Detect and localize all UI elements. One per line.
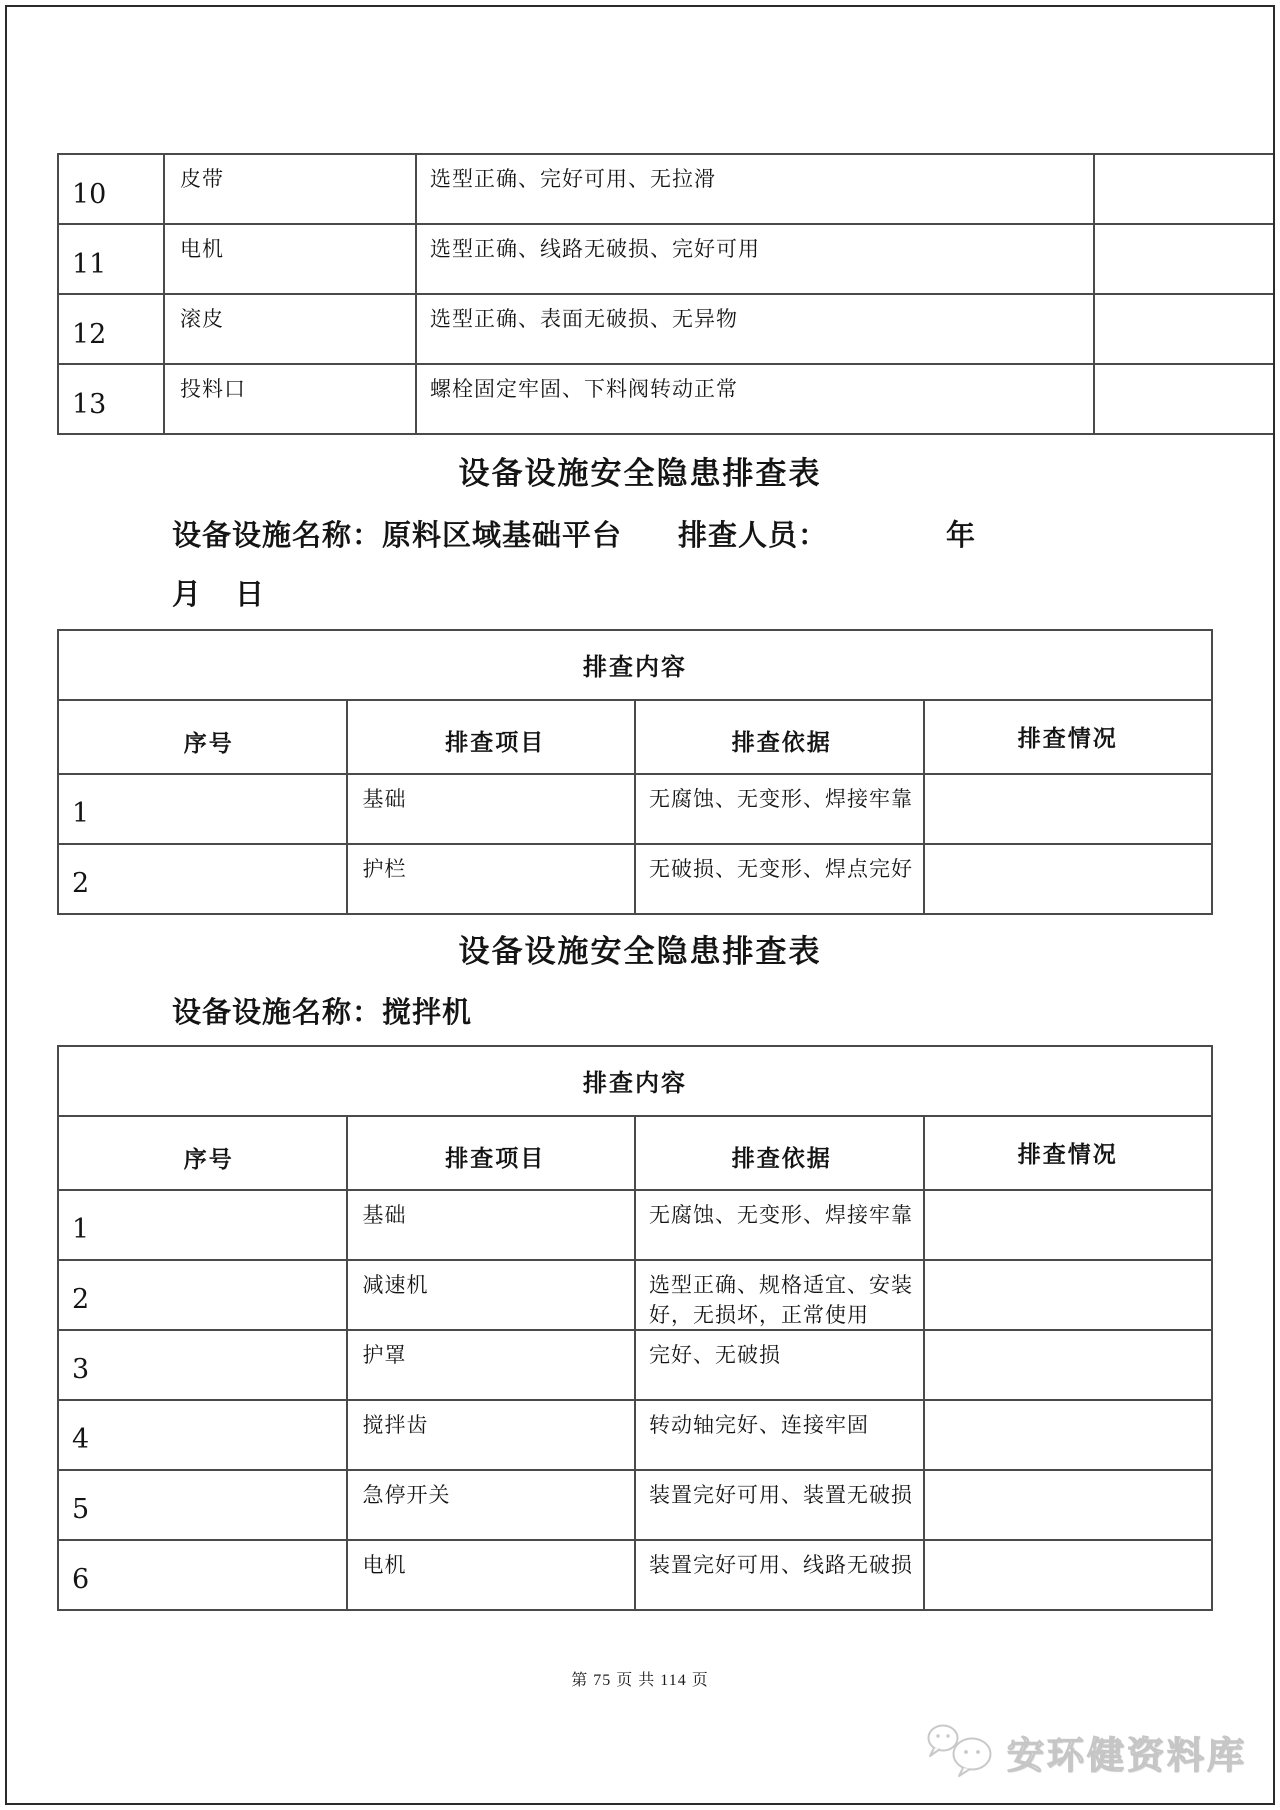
equipment-checklist-table-continued (57, 153, 1275, 435)
column-header-row (58, 1116, 1212, 1190)
inspect-status-cell (1094, 224, 1275, 294)
row-number: 11 (58, 224, 164, 294)
inspect-basis: 完好、无破损 (635, 1330, 924, 1400)
row-number: 5 (58, 1470, 347, 1540)
inspect-basis: 选型正确、表面无破损、无异物 (416, 294, 1094, 364)
inspect-status-cell (924, 1260, 1213, 1330)
inspect-basis: 无破损、无变形、焊点完好 (635, 844, 924, 914)
inspect-basis: 转动轴完好、连接牢固 (635, 1400, 924, 1470)
inspect-status-cell (924, 1190, 1213, 1260)
inspect-item: 护罩 (347, 1330, 636, 1400)
content-header: 排查内容 (58, 1046, 1212, 1116)
inspect-status-cell (924, 1400, 1213, 1470)
inspector-label: 排查人员： (678, 520, 829, 553)
inspect-basis: 选型正确、线路无破损、完好可用 (416, 224, 1094, 294)
row-number: 1 (58, 774, 347, 844)
column-header-row (58, 700, 1212, 774)
table-row (58, 1400, 1212, 1470)
inspect-item: 搅拌齿 (347, 1400, 636, 1470)
inspect-status-cell (1094, 364, 1275, 434)
row-number: 1 (58, 1190, 347, 1260)
content-header: 排查内容 (58, 630, 1212, 700)
inspect-item: 减速机 (347, 1260, 636, 1330)
column-header-no: 序号 (58, 1116, 347, 1190)
table-row (58, 1470, 1212, 1540)
table-row (58, 154, 1275, 224)
table-row (58, 1540, 1212, 1610)
inspect-status-cell (924, 1330, 1213, 1400)
column-header-item: 排查项目 (347, 1116, 636, 1190)
row-number: 2 (58, 844, 347, 914)
row-number: 13 (58, 364, 164, 434)
inspect-item: 皮带 (164, 154, 416, 224)
table-row (58, 294, 1275, 364)
table-header-row (58, 1046, 1212, 1116)
inspect-status-cell (924, 774, 1213, 844)
inspect-item: 护栏 (347, 844, 636, 914)
inspect-status-cell (924, 1540, 1213, 1610)
equipment-checklist-table-platform (57, 629, 1213, 915)
chat-bubbles-icon (923, 1720, 999, 1783)
table-row (58, 774, 1212, 844)
inspect-item: 电机 (347, 1540, 636, 1610)
inspect-item: 投料口 (164, 364, 416, 434)
inspect-item: 电机 (164, 224, 416, 294)
device-info-line (172, 519, 1273, 554)
inspect-basis: 螺栓固定牢固、下料阀转动正常 (416, 364, 1094, 434)
row-number: 12 (58, 294, 164, 364)
watermark (923, 1720, 1247, 1783)
table-row (58, 1330, 1212, 1400)
document-title: 设备设施安全隐患排查表 (458, 456, 822, 491)
column-header-basis: 排查依据 (635, 700, 924, 774)
inspect-status-cell (1094, 154, 1275, 224)
row-number: 10 (58, 154, 164, 224)
device-info-line (172, 996, 1273, 1031)
column-header-item: 排查项目 (347, 700, 636, 774)
row-number: 2 (58, 1260, 347, 1330)
watermark-text: 安环健资料库 (1007, 1735, 1247, 1777)
page-number: 第 75 页 共 114 页 (571, 1671, 709, 1689)
row-number: 6 (58, 1540, 347, 1610)
inspect-status-cell (924, 844, 1213, 914)
inspect-basis: 无腐蚀、无变形、焊接牢靠 (635, 774, 924, 844)
page-border-frame (5, 5, 1275, 1805)
row-number: 4 (58, 1400, 347, 1470)
equipment-checklist-table-mixer (57, 1045, 1213, 1611)
table-row (58, 1260, 1212, 1330)
inspect-item: 滚皮 (164, 294, 416, 364)
table-row (58, 364, 1275, 434)
date-line (172, 578, 1273, 613)
table-row (58, 1190, 1212, 1260)
year-label: 年 (946, 520, 977, 553)
column-header-no: 序号 (58, 700, 347, 774)
column-header-status: 排查情况 (924, 1116, 1213, 1190)
inspect-basis: 选型正确、完好可用、无拉滑 (416, 154, 1094, 224)
inspect-item: 基础 (347, 774, 636, 844)
inspect-basis: 装置完好可用、线路无破损 (635, 1540, 924, 1610)
day-label: 日 (235, 578, 265, 611)
table-row (58, 224, 1275, 294)
column-header-status: 排查情况 (924, 700, 1213, 774)
document-title: 设备设施安全隐患排查表 (458, 933, 822, 969)
table-header-row (58, 630, 1212, 700)
inspect-item: 基础 (347, 1190, 636, 1260)
column-header-basis: 排查依据 (635, 1116, 924, 1190)
inspect-status-cell (1094, 294, 1275, 364)
table-row (58, 844, 1212, 914)
month-label: 月 (172, 578, 202, 611)
inspect-basis: 装置完好可用、装置无破损 (635, 1470, 924, 1540)
inspect-item: 急停开关 (347, 1470, 636, 1540)
device-name-label: 设备设施名称：搅拌机 (172, 996, 473, 1029)
device-name-label: 设备设施名称：原料区域基础平台 (172, 520, 623, 553)
inspect-status-cell (924, 1470, 1213, 1540)
inspect-basis: 选型正确、规格适宜、安装好，无损坏，正常使用 (635, 1260, 924, 1330)
row-number: 3 (58, 1330, 347, 1400)
inspect-basis: 无腐蚀、无变形、焊接牢靠 (635, 1190, 924, 1260)
